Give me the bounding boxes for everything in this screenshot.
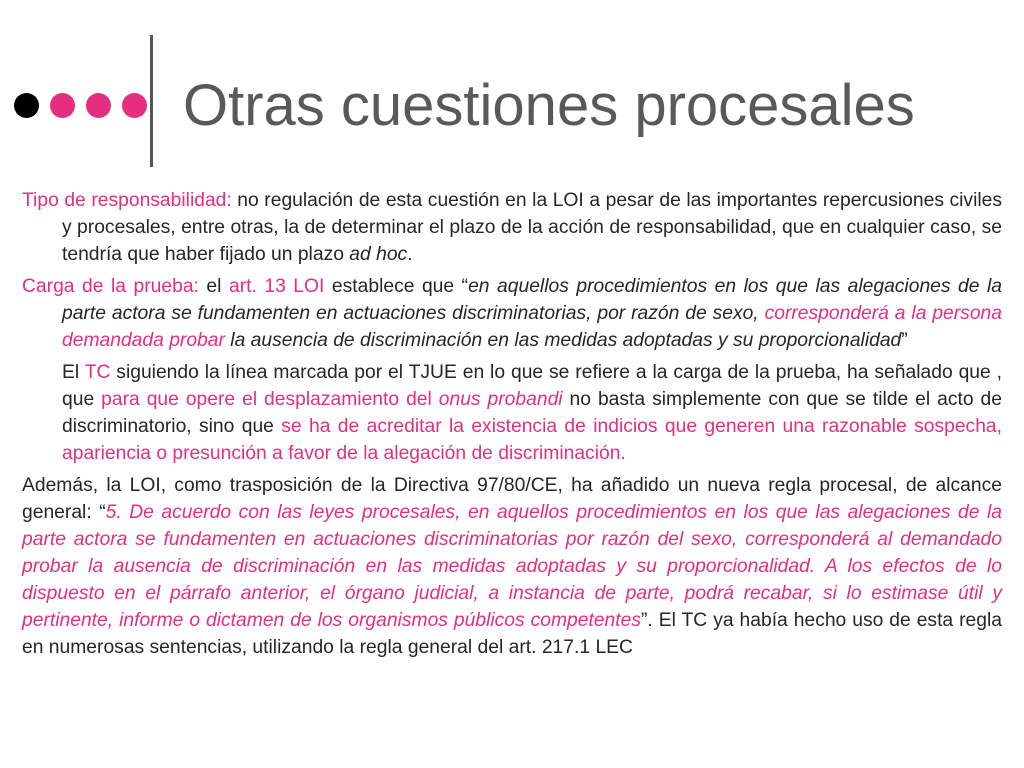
text-segment: ”. El TC ya había hecho uso de esta regla en numerosas sentencias, utilizando la regla general del art. 217.1 LEC [22,610,1002,658]
title-divider [150,35,153,167]
pink-dot-icon [122,93,147,118]
quote-segment: la ausencia de discriminación en las medidas adoptadas y su proporcionalidad [224,330,902,351]
label-carga-prueba: Carga de la prueba: [22,276,199,297]
highlight-segment: para que opere el desplazamiento del [101,389,439,410]
text-segment: el [198,276,229,297]
paragraph-carga-prueba [22,273,1002,354]
text-segment: no basta simplemente con que se tilde el acto de discriminatorio, sino que [62,389,1002,437]
text-segment: . [407,244,413,265]
text-segment: El [62,362,85,383]
tc-highlight: TC [84,362,111,383]
black-dot-icon [14,93,39,118]
paragraph-tipo-responsabilidad [22,187,1002,268]
ad-hoc-text: ad hoc [349,244,408,265]
decorative-dots [14,93,147,118]
paragraph-ademas [22,472,1002,661]
quote-highlight: corresponderá a la persona demandada probar [62,303,1002,351]
art-13-loi: art. 13 LOI [228,276,325,297]
text-segment: ” [901,330,908,351]
text-segment: siguiendo la línea marcada por el TJUE en lo que se refiere a la carga de la prueba, ha señalado que , que [62,362,1002,410]
text-segment: no regulación de esta cuestión en la LOI a pesar de las importantes repercusiones civiles y procesales, entre otras, la de determinar el plazo de la acción de responsabilidad, que en cualquier caso, se tendría que haber fijado un plazo [62,190,1003,265]
quote-segment: en aquellos procedimientos en los que las alegaciones de la parte actora se fundamenten en actuaciones discriminatorias, por razón de sexo, [62,276,1003,324]
text-segment: establece que “ [324,276,469,297]
onus-probandi-text: onus probandi [438,389,563,410]
pink-dot-icon [50,93,75,118]
quoted-rule: 5. De acuerdo con las leyes procesales, en aquellos procedimientos en los que las alegaciones de la parte actora se fundamenten en actuaciones discriminatorias por razón del sexo, corresponderá al demandado probar la ausencia de discriminación en las medidas adoptadas y su proporcionalidad. A los efectos de lo dispuesto en el párrafo anterior, el órgano judicial, a instancia de parte, podrá recabar, si lo estimase útil y pertinente, informe o dictamen de los organismos públicos competentes [22,502,1002,631]
paragraph-tc [22,359,1002,467]
slide-body [22,187,1002,661]
pink-dot-icon [86,93,111,118]
highlight-segment: se ha de acreditar la existencia de indicios que generen una razonable sospecha, apariencia o presunción a favor de la alegación de discriminación. [62,416,1002,464]
text-segment: Además, la LOI, como trasposición de la Directiva 97/80/CE, ha añadido un nueva regla procesal, de alcance general: “ [22,475,1002,523]
slide-title: Otras cuestiones procesales [183,73,915,138]
label-tipo-responsabilidad: Tipo de responsabilidad: [22,190,232,211]
